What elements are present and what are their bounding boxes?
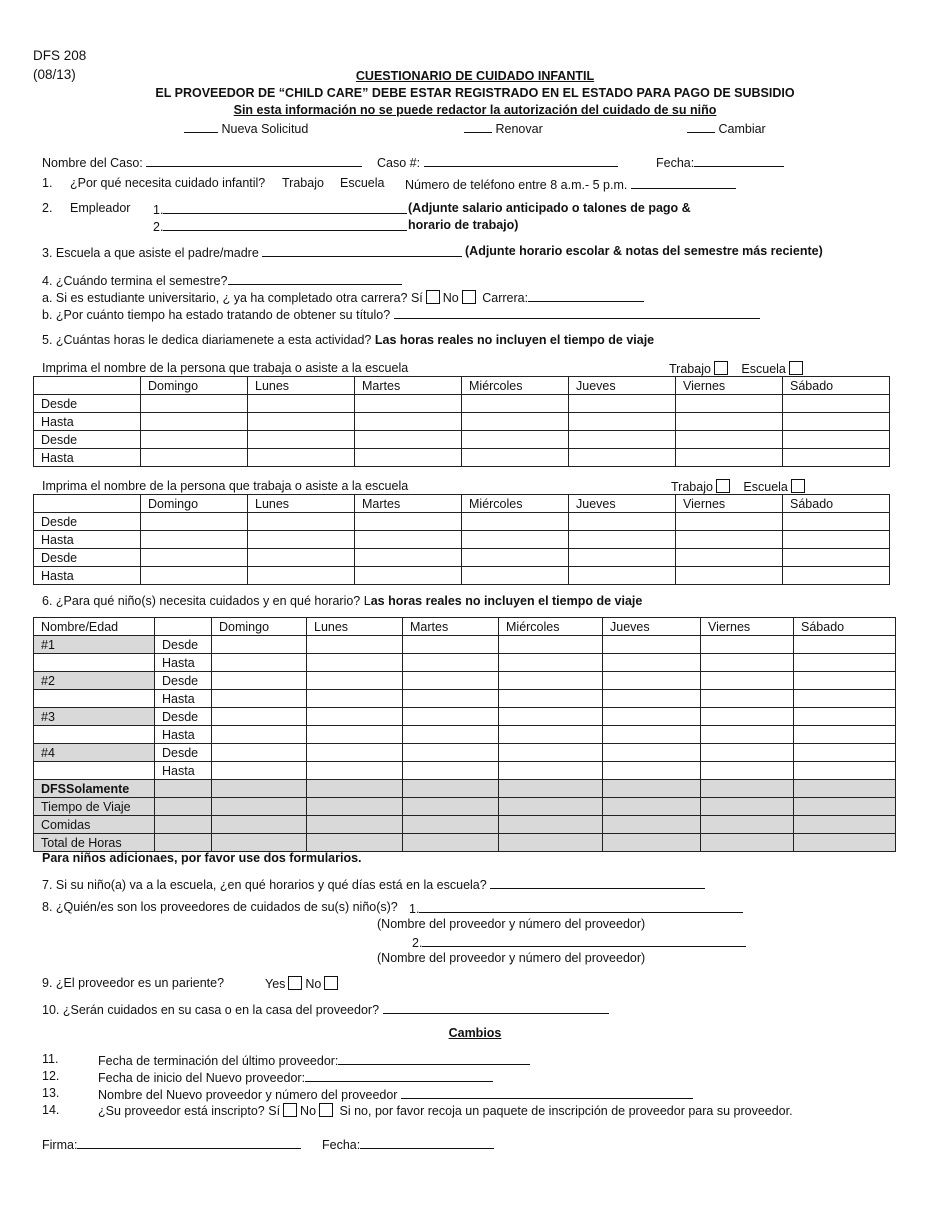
form-number: DFS 208	[33, 48, 87, 63]
q4a-row: a. Si es estudiante universitario, ¿ ya ha completado otra carrera? Sí No Carrera:	[42, 289, 644, 305]
row-label: Hasta	[34, 531, 141, 549]
table-row	[34, 816, 896, 834]
day-header: Jueves	[569, 495, 676, 513]
table-row: Hasta	[34, 762, 896, 780]
table-row	[34, 513, 890, 531]
day-header: Lunes	[307, 618, 403, 636]
case-name-field[interactable]: Nombre del Caso:	[42, 154, 362, 170]
q5-question: 5. ¿Cuántas horas le dedica diariamenete a esta actividad? Las horas reales no incluyen el tiempo de viaje	[42, 333, 655, 347]
day-header: Martes	[355, 377, 462, 395]
table-row	[34, 549, 890, 567]
q2-attach-note-1: (Adjunte salario anticipado o talones de pago &	[408, 201, 691, 215]
row-label: Desde	[34, 395, 141, 413]
day-header: Viernes	[676, 495, 783, 513]
day-header: Miércoles	[462, 495, 569, 513]
item-13-number: 13.	[42, 1086, 60, 1100]
day-header: Sábado	[783, 377, 890, 395]
item-14-number: 14.	[42, 1103, 60, 1117]
schedule-1-type: Trabajo Escuela	[669, 361, 806, 376]
q4b-field[interactable]: b. ¿Por cuánto tiempo ha estado tratando de obtener su título?	[42, 306, 760, 322]
item-14-row: ¿Su proveedor está inscripto? Sí No Si no, por favor recoja un paquete de inscripción de proveedor para su proveedor.	[98, 1104, 793, 1118]
day-header: Miércoles	[499, 618, 603, 636]
q3-attach-note: (Adjunte horario escolar & notas del semestre más reciente)	[465, 244, 823, 258]
q2-label: Empleador	[70, 201, 131, 215]
q2-attach-note-2: horario de trabajo)	[408, 218, 519, 232]
day-header: Jueves	[569, 377, 676, 395]
schedule-1-person-label: Imprima el nombre de la persona que trabaja o asiste a la escuela	[42, 361, 409, 375]
form-title: CUESTIONARIO DE CUIDADO INFANTIL	[355, 69, 595, 83]
table-row	[34, 431, 890, 449]
day-header: Viernes	[676, 377, 783, 395]
table-row: #4 Desde	[34, 744, 896, 762]
q2-number: 2.	[42, 201, 53, 215]
day-header: Sábado	[794, 618, 896, 636]
table-row	[34, 413, 890, 431]
employer-2-field[interactable]: 2.	[153, 218, 407, 234]
table-row: Hasta	[34, 690, 896, 708]
table-row	[34, 449, 890, 467]
changes-title: Cambios	[448, 1026, 502, 1040]
request-renew[interactable]: Renovar	[464, 120, 543, 136]
child-label: #3	[34, 708, 155, 726]
q4-semester-field[interactable]: 4. ¿Cuándo termina el semestre?	[42, 272, 402, 288]
signature-field[interactable]: Firma:	[42, 1136, 301, 1152]
day-header: Sábado	[783, 495, 890, 513]
registration-note: Si no, por favor recoja un paquete de inscripción de proveedor para su proveedor.	[339, 1104, 793, 1118]
additional-children-note: Para niños adicionaes, por favor use dos formularios.	[42, 851, 362, 865]
item-11-number: 11.	[42, 1052, 59, 1066]
q10-field[interactable]: 10. ¿Serán cuidados en su casa o en la casa del proveedor?	[42, 1001, 609, 1017]
provider-2-field[interactable]: 2.	[412, 934, 746, 950]
q6-question: 6. ¿Para qué niño(s) necesita cuidados y en qué horario? Las horas reales no incluyen el tiempo de viaje	[42, 594, 643, 608]
q1-option-work[interactable]: Trabajo	[282, 176, 324, 190]
day-header: Domingo	[141, 495, 248, 513]
q9-no-checkbox[interactable]	[324, 976, 338, 990]
q8-question: 8. ¿Quién/es son los proveedores de cuidados de su(s) niño(s)?	[42, 900, 398, 914]
career-field[interactable]: Carrera:	[482, 291, 644, 305]
new-provider-start-date-field[interactable]: Fecha de inicio del Nuevo proveedor:	[98, 1069, 493, 1085]
child-label: #4	[34, 744, 155, 762]
new-provider-name-field[interactable]: Nombre del Nuevo proveedor y número del proveedor	[98, 1086, 693, 1102]
dfs-only-label: DFSSolamente	[34, 780, 155, 798]
provider-1-field[interactable]: 1.	[409, 900, 743, 916]
table-row: #3 Desde	[34, 708, 896, 726]
row-label: Desde	[34, 513, 141, 531]
day-header: Domingo	[141, 377, 248, 395]
table-row	[34, 834, 896, 852]
table-row: Hasta	[34, 654, 896, 672]
table-row	[34, 531, 890, 549]
schedule-2-school-checkbox[interactable]	[791, 479, 805, 493]
schedule-table-2	[33, 494, 890, 585]
child-label: #2	[34, 672, 155, 690]
q3-school-field[interactable]: 3. Escuela a que asiste el padre/madre	[42, 244, 462, 260]
row-label: Hasta	[34, 567, 141, 585]
row-label: Hasta	[34, 449, 141, 467]
q1-option-school[interactable]: Escuela	[340, 176, 385, 190]
q1-question: ¿Por qué necesita cuidado infantil?	[70, 176, 266, 190]
day-header: Miércoles	[462, 377, 569, 395]
children-schedule-table	[33, 617, 896, 852]
table-row	[34, 395, 890, 413]
provider-2-caption: (Nombre del proveedor y número del proveedor)	[377, 951, 646, 965]
case-number-field[interactable]: Caso #:	[377, 154, 618, 170]
schedule-table-1	[33, 376, 890, 467]
provider-1-caption: (Nombre del proveedor y número del proveedor)	[377, 917, 646, 931]
name-age-header: Nombre/Edad	[34, 618, 155, 636]
day-header: Martes	[355, 495, 462, 513]
request-change[interactable]: Cambiar	[687, 120, 766, 136]
day-header: Jueves	[603, 618, 701, 636]
table-row	[34, 798, 896, 816]
schedule-1-work-checkbox[interactable]	[714, 361, 728, 375]
q9-options: Yes No	[265, 976, 341, 991]
registered-yes-checkbox[interactable]	[283, 1103, 297, 1117]
signature-date-field[interactable]: Fecha:	[322, 1136, 494, 1152]
form-date: (08/13)	[33, 67, 76, 82]
q1-phone-field[interactable]: Número de teléfono entre 8 a.m.- 5 p.m.	[405, 176, 736, 192]
form-notice: Sin esta información no se puede redactor la autorización del cuidado de su niño	[233, 103, 717, 117]
schedule-2-type: Trabajo Escuela	[671, 479, 808, 494]
q9-question: 9. ¿El proveedor es un pariente?	[42, 976, 225, 990]
schedule-2-person-label: Imprima el nombre de la persona que trabaja o asiste a la escuela	[42, 479, 409, 493]
day-header: Domingo	[212, 618, 307, 636]
total-hours-label: Total de Horas	[34, 834, 155, 852]
day-header: Viernes	[701, 618, 794, 636]
travel-time-label: Tiempo de Viaje	[34, 798, 155, 816]
table-row: Hasta	[34, 726, 896, 744]
table-header-row	[34, 618, 896, 636]
table-row	[34, 567, 890, 585]
table-row: #2 Desde	[34, 672, 896, 690]
q7-field[interactable]: 7. Si su niño(a) va a la escuela, ¿en qué horarios y qué días está en la escuela?	[42, 876, 705, 892]
item-12-number: 12.	[42, 1069, 60, 1083]
row-label: Desde	[34, 431, 141, 449]
child-label: #1	[34, 636, 155, 654]
form-subtitle: EL PROVEEDOR DE “CHILD CARE” DEBE ESTAR REGISTRADO EN EL ESTADO PARA PAGO DE SUBSIDIO	[155, 86, 795, 100]
q9-yes-checkbox[interactable]	[288, 976, 302, 990]
meals-label: Comidas	[34, 816, 155, 834]
q4a-yes-checkbox[interactable]	[426, 290, 440, 304]
day-header: Martes	[403, 618, 499, 636]
table-row: #1 Desde	[34, 636, 896, 654]
case-date-field[interactable]: Fecha:	[656, 154, 784, 170]
row-label: Desde	[34, 549, 141, 567]
schedule-1-school-checkbox[interactable]	[789, 361, 803, 375]
day-header: Lunes	[248, 377, 355, 395]
registered-no-checkbox[interactable]	[319, 1103, 333, 1117]
q1-number: 1.	[42, 176, 53, 190]
q4a-no-checkbox[interactable]	[462, 290, 476, 304]
employer-1-field[interactable]: 1.	[153, 201, 407, 217]
table-header-row	[34, 495, 890, 513]
table-header-row	[34, 377, 890, 395]
last-provider-end-date-field[interactable]: Fecha de terminación del último proveedor:	[98, 1052, 530, 1068]
row-label: Hasta	[34, 413, 141, 431]
day-header: Lunes	[248, 495, 355, 513]
schedule-2-work-checkbox[interactable]	[716, 479, 730, 493]
request-new[interactable]: Nueva Solicitud	[184, 120, 308, 136]
table-row	[34, 780, 896, 798]
